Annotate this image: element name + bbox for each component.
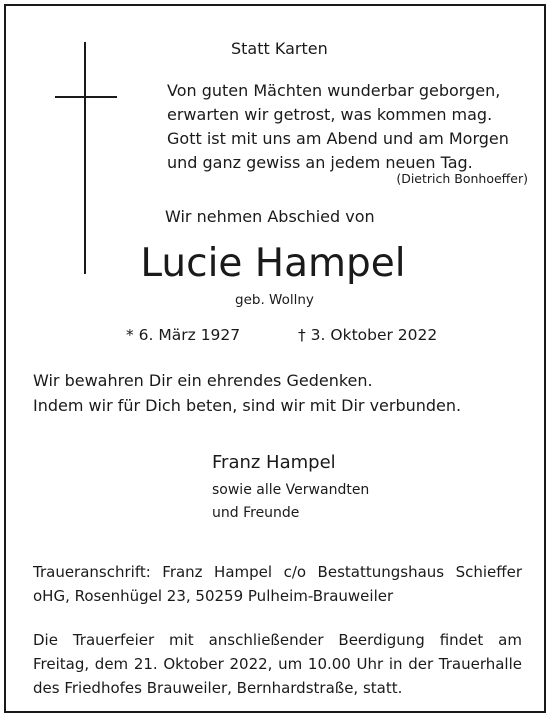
poem-line: und ganz gewiss an jedem neuen Tag. (167, 153, 473, 172)
ceremony-info: Die Trauerfeier mit anschließender Beerdigung findet am Freitag, dem 21. Oktober 2022, um 10.00 Uhr in der Trauerhalle des Friedhofes Brauweiler, Bernhardstraße, statt. (33, 631, 522, 697)
mourning-address: Traueranschrift: Franz Hampel c/o Bestattungshaus Schieffer oHG, Rosenhügel 23, 50259 Pulheim-Brauweiler (33, 563, 522, 605)
farewell-text: Wir nehmen Abschied von (165, 207, 375, 226)
obituary-notice (4, 4, 546, 713)
cross-horizontal-bar (55, 96, 117, 98)
maiden-name: geb. Wollny (235, 292, 314, 308)
tribute (33, 368, 461, 418)
header-text: Statt Karten (231, 39, 328, 58)
tribute-line: Indem wir für Dich beten, sind wir mit Dir verbunden. (33, 396, 462, 415)
tribute-line: Wir bewahren Dir ein ehrendes Gedenken. (33, 371, 373, 390)
family-line: sowie alle Verwandten (212, 482, 370, 498)
poem-line: Gott ist mit uns am Abend und am Morgen (167, 129, 509, 148)
poem-line: erwarten wir getrost, was kommen mag. (167, 105, 493, 124)
poem-attribution: (Dietrich Bonhoeffer) (396, 171, 528, 186)
cross-vertical-bar (84, 42, 86, 274)
birth-date: * 6. März 1927 (126, 326, 241, 344)
poem (167, 79, 509, 175)
deceased-name: Lucie Hampel (140, 241, 406, 286)
death-date: † 3. Oktober 2022 (298, 326, 438, 344)
mourner-family (212, 479, 369, 525)
poem-line: Von guten Mächten wunderbar geborgen, (167, 81, 501, 100)
mourner-name: Franz Hampel (212, 452, 336, 473)
family-line: und Freunde (212, 505, 300, 521)
